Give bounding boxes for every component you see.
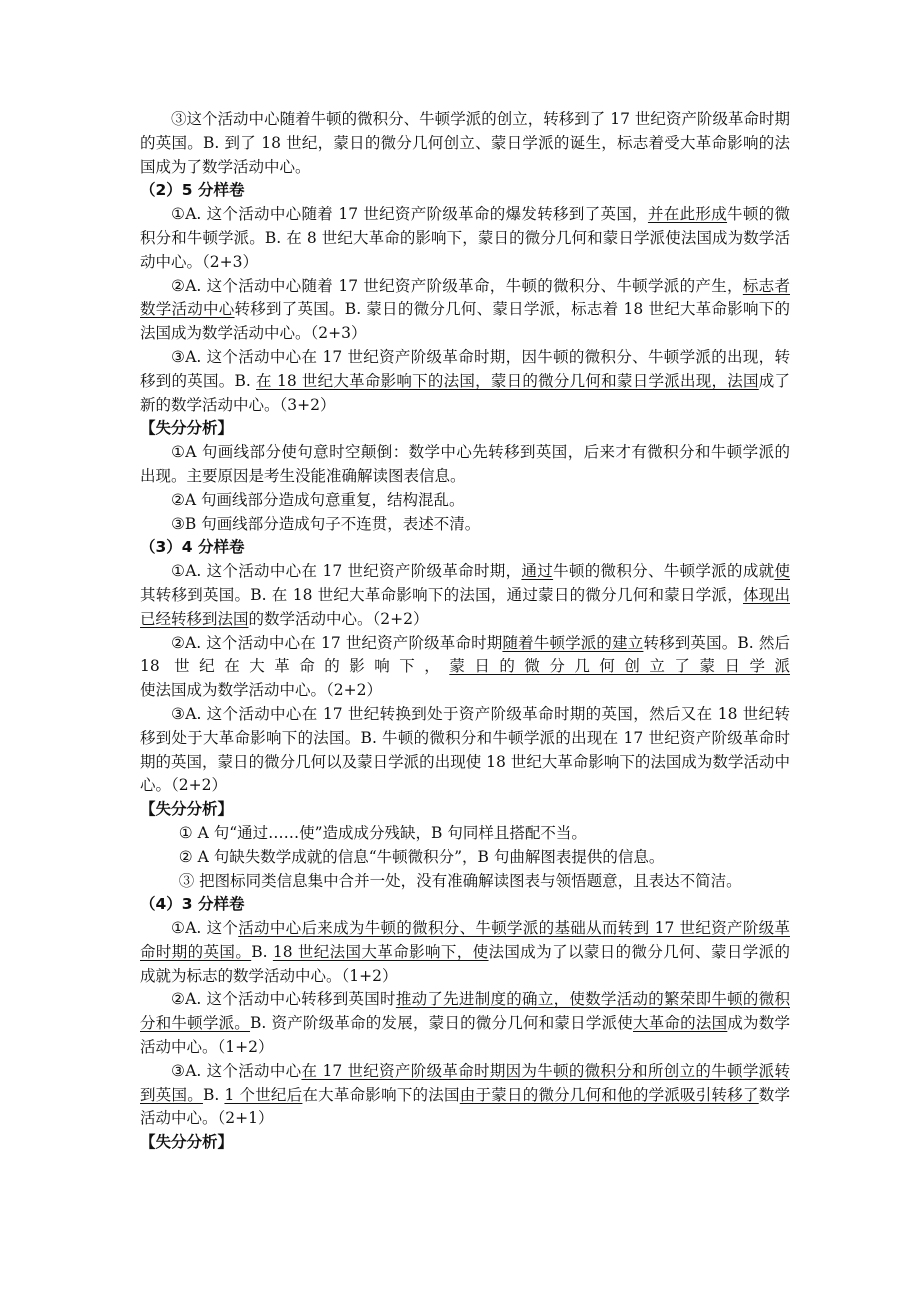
analysis-item [140, 822, 790, 846]
text-segment: 成了新的数学活动中心。（3+2） [140, 371, 790, 414]
text-segment: 法国成为了以蒙日的微分几何、蒙日学派的成就为标志的数学活动中心。（1+2） [140, 942, 790, 985]
underlined-text: 由于蒙日的微分几何和他的学派吸引转移了 [459, 1085, 759, 1104]
text-segment: ① A 句“通过……使”造成成分残缺，B 句同样且搭配不当。 [178, 823, 587, 842]
text-segment: ②A. 这个活动中心随着 17 世纪资产阶级革命，牛顿的微积分、牛顿学派的产生， [171, 276, 743, 295]
analysis-item [140, 870, 790, 894]
paragraph [140, 346, 790, 417]
section-heading: （2）5 分样卷 [140, 181, 245, 200]
underlined-text: 推动了先进制度的确立，使数学活动的繁荣即牛顿的微积分和牛顿学派。 [140, 990, 790, 1033]
text-segment: ② A 句缺失数学成就的信息“牛顿微积分”，B 句曲解图表提供的信息。 [178, 847, 665, 866]
underlined-text: 活动中心后来成为牛顿的微积分、牛顿学派的基础从而转到 17 世纪资产阶级革命时期的英国。 [140, 919, 790, 961]
text-segment: ①A 句画线部分使句意时空颠倒：数学中心先转移到英国，后来才有微积分和牛顿学派的出现。主要原因是考生没能准确解读图表信息。 [140, 443, 790, 485]
text-segment: 转移到英国。B. 然后 18 世纪在大革命的影响下， [140, 633, 790, 676]
paragraph [140, 703, 790, 798]
text-segment: B. [251, 942, 273, 961]
text-segment: 数学活动中心。（2+1） [140, 1085, 790, 1128]
text-segment: ③ 把图标同类信息集中合并一处，没有准确解读图表与领悟题意，且表达不简洁。 [178, 871, 742, 890]
text-segment: B. [202, 1085, 225, 1104]
paragraph [140, 1060, 790, 1131]
text-segment: 牛顿的微积分和牛顿学派。B. 在 8 世纪大革命的影响下，蒙日的微分几何和蒙日学派使法国成为数学活动中心。（2+3） [140, 205, 790, 271]
text-segment: ③B 句画线部分造成句子不连贯，表述不清。 [171, 514, 481, 533]
text-segment: 在大革命影响下的法国 [302, 1085, 460, 1104]
underlined-text: 通过 [521, 562, 554, 581]
underlined-text: 蒙日的微分几何创立了蒙日学派 [449, 657, 790, 676]
underlined-text: 在 18 世纪大革命影响下的法国，蒙日的微分几何和蒙日学派出现，法国 [256, 371, 759, 390]
paragraph [140, 632, 790, 703]
analysis-item [140, 846, 790, 870]
text-segment: ②A. 这个活动中心在 17 世纪资产阶级革命时期 [171, 633, 503, 652]
section-heading: 【失分分析】 [140, 800, 234, 819]
underlined-text: 1 个世纪后 [224, 1085, 303, 1104]
section-heading: 【失分分析】 [140, 1133, 234, 1152]
paragraph [140, 988, 790, 1059]
text-segment: 其转移到英国。B. 在 18 世纪大革命影响下的法国，通过蒙日的微分几何和蒙日学派， [140, 585, 743, 604]
paragraph [140, 203, 790, 274]
paragraph [140, 513, 790, 537]
underlined-text: 使 [774, 562, 790, 581]
paragraph [140, 917, 790, 988]
text-segment: 的数学活动中心。（2+2） [248, 609, 429, 628]
text-segment: ②A 句画线部分造成句意重复，结构混乱。 [171, 490, 465, 509]
text-segment: ①A. 这个活动中心在 17 世纪资产阶级革命时期， [171, 562, 522, 581]
underlined-text: 并在此形成 [647, 205, 728, 224]
text-segment: 牛顿的微积分、牛顿学派的成就 [553, 562, 775, 581]
text-segment: ③A. 这个活动中心在 17 世纪资产阶级革命时期，因牛顿的微积分、牛顿学派的出现，转移到的英国。B. [140, 347, 790, 390]
underlined-text: 18 世纪法国大革命影响下，使 [272, 942, 489, 961]
text-segment: ③A. 这个活动中心在 17 世纪转换到处于资产阶级革命时期的英国，然后又在 18 世纪转移到处于大革命影响下的法国。B. 牛顿的微积分和牛顿学派的出现在 17 世纪资产阶级革命时期的英国，蒙日的微分几何以及蒙日学派的出现使 18 世纪大革命影响下的法国成为数学活动中心。（2+2） [140, 704, 790, 795]
paragraph [140, 489, 790, 513]
underlined-text: 大革命的法国 [633, 1014, 728, 1033]
underlined-text: 标志者数学活动中心 [140, 276, 790, 319]
paragraph [140, 275, 790, 346]
section-heading: （4）3 分样卷 [140, 895, 245, 914]
paragraph [140, 441, 790, 489]
text-segment: B. 资产阶级革命的发展，蒙日的微分几何和蒙日学派使 [250, 1014, 633, 1033]
underlined-text: 在 17 世纪资产阶级革命时期因为牛顿的微积分和所创立的牛顿学派转到英国。 [140, 1061, 790, 1104]
text-segment: ③A. 这个活动中心 [171, 1061, 302, 1080]
section-heading: （3）4 分样卷 [140, 538, 245, 557]
underlined-text: 随着牛顿学派的建立 [502, 633, 644, 652]
text-segment: 使法国成为数学活动中心。（2+2） [140, 681, 382, 700]
section-heading: 【失分分析】 [140, 419, 234, 438]
paragraph [140, 108, 790, 179]
paragraph [140, 560, 790, 631]
text-segment: ①A. 这个 [171, 919, 239, 938]
text-segment: ①A. 这个活动中心随着 17 世纪资产阶级革命的爆发转移到了英国， [171, 205, 648, 224]
document-page [140, 108, 790, 1155]
text-segment: 成为数学活动中心。（1+2） [140, 1014, 790, 1057]
text-segment: 转移到了英国。B. 蒙日的微分几何、蒙日学派，标志着 18 世纪大革命影响下的法国成为数学活动中心。（2+3） [140, 300, 790, 343]
text-segment: ③这个活动中心随着牛顿的微积分、牛顿学派的创立，转移到了 17 世纪资产阶级革命时期的英国。B. 到了 18 世纪，蒙日的微分几何创立、蒙日学派的诞生，标志着受大革命影响的法国成为了数学活动中心。 [140, 110, 790, 176]
text-segment: ②A. 这个活动中心转移到英国时 [171, 990, 396, 1009]
underlined-text: 体现出已经转移到法国 [140, 585, 790, 628]
